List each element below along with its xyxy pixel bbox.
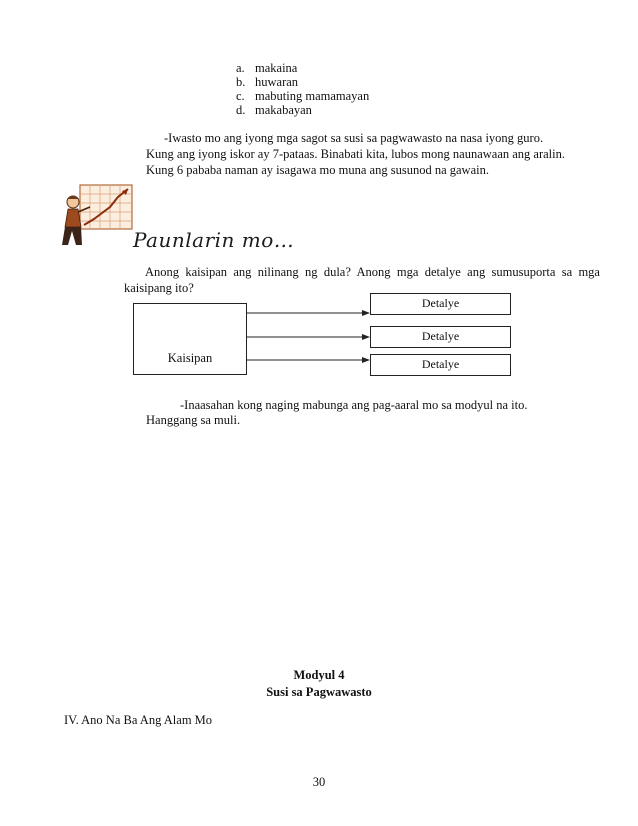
kaisipan-label: Kaisipan — [167, 351, 213, 365]
detalye-box-1: Detalye — [370, 293, 511, 315]
question-line-1: Anong kaisipan ang nilinang ng dula? Anong mga detalye ang sumusuporta sa mga — [145, 265, 600, 279]
instruction-line-3: Kung 6 pababa naman ay isagawa mo muna ang susunod na gawain. — [146, 163, 489, 177]
choice-c — [236, 89, 369, 104]
diagram-arrows — [245, 300, 373, 370]
closing-line-1: -Inaasahan kong naging mabunga ang pag-aaral mo sa modyul na ito. — [180, 398, 528, 412]
section-heading: Paunlarin mo… — [133, 228, 295, 252]
instruction-line-1: -Iwasto mo ang iyong mga sagot sa susi sa pagwawasto na nasa iyong guro. — [164, 131, 544, 145]
choice-text: mabuting mamamayan — [255, 89, 370, 103]
choice-letter: a. — [236, 61, 245, 75]
choice-b — [236, 75, 298, 90]
module-title: Modyul 4 — [293, 668, 345, 682]
closing-line-2: Hanggang sa muli. — [146, 413, 241, 427]
choice-letter: c. — [236, 89, 245, 103]
choice-letter: b. — [236, 75, 246, 89]
answer-key-title: Susi sa Pagwawasto — [266, 685, 372, 699]
teacher-chart-icon — [60, 183, 136, 247]
choice-text: makaina — [255, 61, 298, 75]
section-iv-heading: IV. Ano Na Ba Ang Alam Mo — [64, 713, 213, 727]
choice-text: huwaran — [255, 75, 299, 89]
choice-a — [236, 61, 297, 76]
choice-letter: d. — [236, 103, 246, 117]
choice-text: makabayan — [255, 103, 312, 117]
choice-d — [236, 103, 312, 118]
detalye-box-3: Detalye — [370, 354, 511, 376]
instruction-line-2: Kung ang iyong iskor ay 7-pataas. Binabati kita, lubos mong naunawaan ang aralin. — [146, 147, 565, 161]
page-number: 30 — [312, 775, 326, 789]
detalye-box-2: Detalye — [370, 326, 511, 348]
kaisipan-box — [133, 303, 247, 375]
question-line-2: kaisipang ito? — [124, 281, 194, 295]
